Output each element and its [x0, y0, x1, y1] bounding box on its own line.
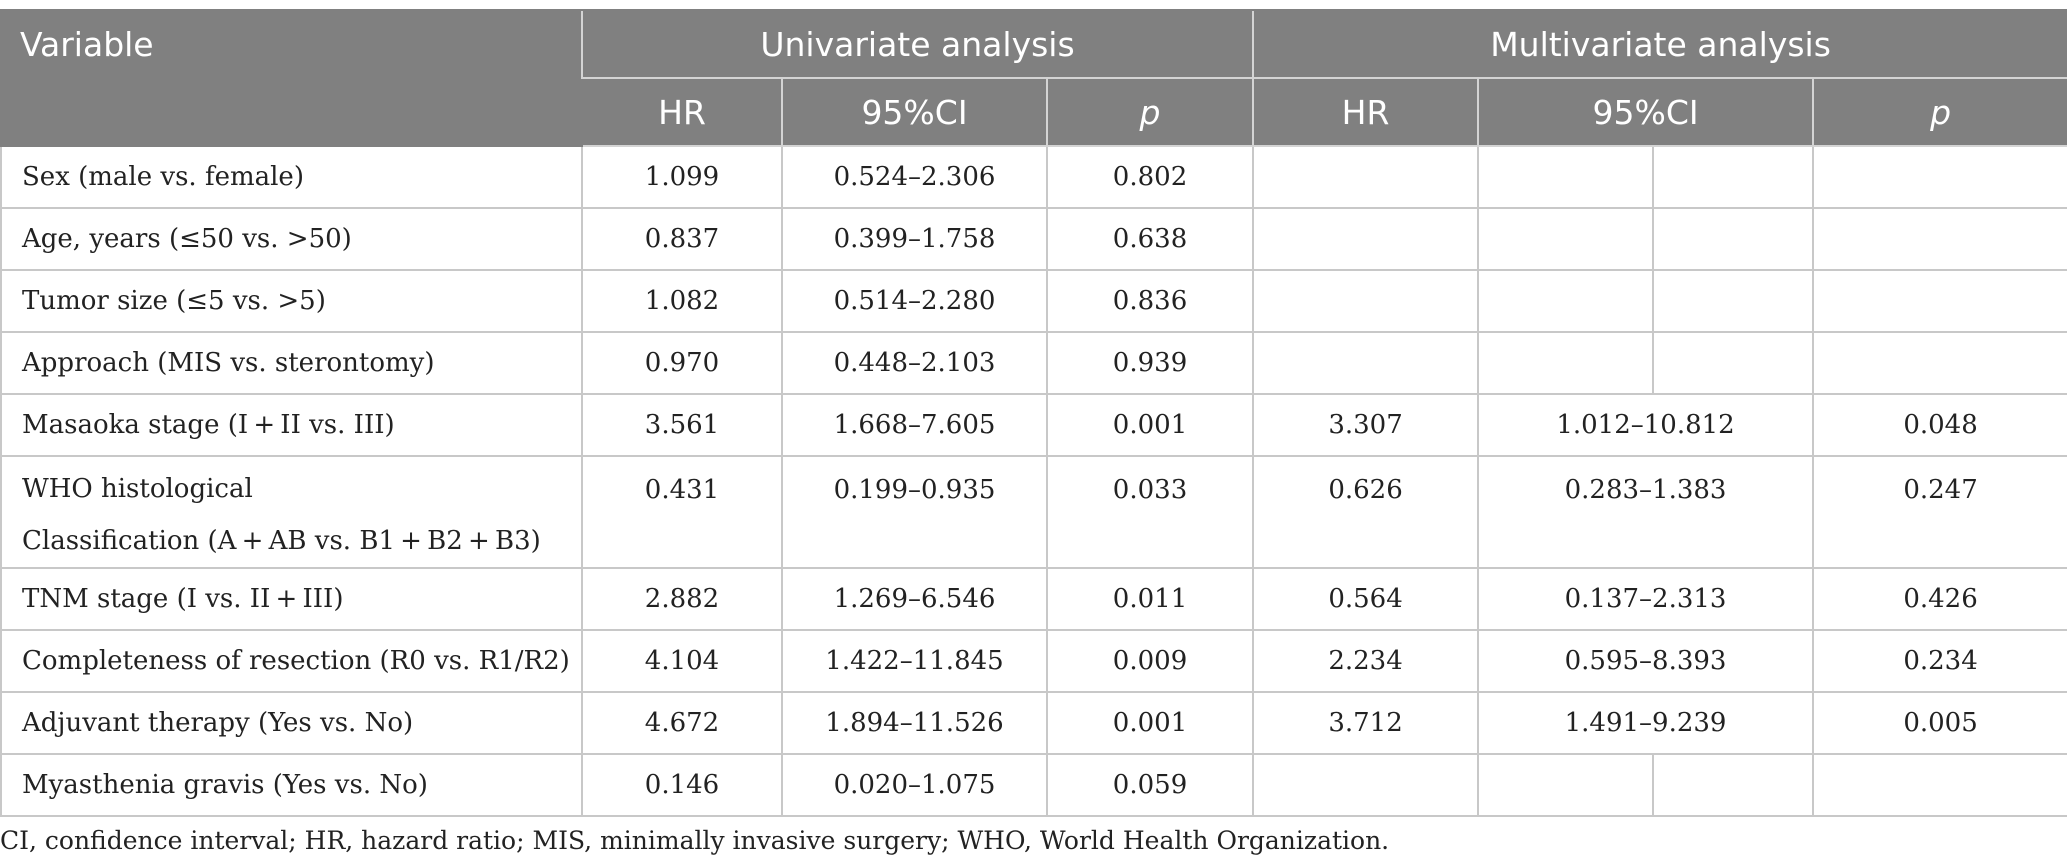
- table-row: [1, 332, 2067, 394]
- multi-hr-cell: 3.712: [1253, 692, 1478, 754]
- variable-cell: [1, 456, 582, 568]
- table-row: [1, 146, 2067, 208]
- variable-cell: Age, years (≤50 vs. >50): [1, 208, 582, 270]
- uni-p-cell: 0.001: [1047, 692, 1253, 754]
- empty-cell: [1653, 754, 1813, 816]
- uni-ci-cell: 1.894–11.526: [782, 692, 1047, 754]
- multi-p-cell: 0.247: [1813, 456, 2067, 568]
- uni-ci-cell: 0.199–0.935: [782, 456, 1047, 568]
- multi-hr-cell: 0.626: [1253, 456, 1478, 568]
- empty-cell: [1653, 146, 1813, 208]
- cox-regression-table: [0, 9, 2067, 817]
- uni-hr-cell: 4.672: [582, 692, 782, 754]
- uni-ci-cell: 0.514–2.280: [782, 270, 1047, 332]
- uni-p-cell: 0.001: [1047, 394, 1253, 456]
- uni-hr-cell: 0.431: [582, 456, 782, 568]
- variable-line-1: WHO histological: [22, 474, 253, 504]
- table-body: [1, 146, 2067, 816]
- multi-hr-cell: [1253, 146, 1478, 208]
- uni-p-cell: 0.009: [1047, 630, 1253, 692]
- multi-ci-cell: [1478, 270, 1653, 332]
- variable-line-2: Classification (A + AB vs. B1 + B2 + B3): [22, 526, 541, 556]
- univariate-header: Univariate analysis: [582, 10, 1253, 78]
- table-row: [1, 394, 2067, 456]
- multi-hr-cell: [1253, 208, 1478, 270]
- multi-hr-cell: [1253, 754, 1478, 816]
- multi-p-header: p: [1813, 78, 2067, 146]
- uni-ci-cell: 1.269–6.546: [782, 568, 1047, 630]
- multi-ci-cell: 0.283–1.383: [1478, 456, 1813, 568]
- multi-p-cell: [1813, 332, 2067, 394]
- multi-hr-cell: [1253, 270, 1478, 332]
- uni-hr-cell: 1.099: [582, 146, 782, 208]
- uni-hr-cell: 1.082: [582, 270, 782, 332]
- uni-hr-cell: 0.837: [582, 208, 782, 270]
- multi-p-cell: [1813, 208, 2067, 270]
- uni-hr-cell: 4.104: [582, 630, 782, 692]
- uni-ci-cell: 0.524–2.306: [782, 146, 1047, 208]
- multi-ci-cell: 1.012–10.812: [1478, 394, 1813, 456]
- variable-cell: Sex (male vs. female): [1, 146, 582, 208]
- uni-ci-cell: 1.668–7.605: [782, 394, 1047, 456]
- variable-header: Variable: [1, 10, 582, 146]
- multivariate-header: Multivariate analysis: [1253, 10, 2067, 78]
- multi-hr-cell: 2.234: [1253, 630, 1478, 692]
- uni-ci-header: 95%CI: [782, 78, 1047, 146]
- multi-ci-cell: 1.491–9.239: [1478, 692, 1813, 754]
- table-row: [1, 692, 2067, 754]
- multi-ci-cell: 0.137–2.313: [1478, 568, 1813, 630]
- variable-cell: Tumor size (≤5 vs. >5): [1, 270, 582, 332]
- uni-hr-cell: 2.882: [582, 568, 782, 630]
- multi-ci-cell: [1478, 146, 1653, 208]
- multi-ci-cell: [1478, 332, 1653, 394]
- multi-p-cell: [1813, 754, 2067, 816]
- table-row: [1, 456, 2067, 568]
- table-row: [1, 630, 2067, 692]
- variable-cell: Masaoka stage (I + II vs. III): [1, 394, 582, 456]
- multi-ci-header: 95%CI: [1478, 78, 1813, 146]
- table-row: [1, 270, 2067, 332]
- variable-cell: Adjuvant therapy (Yes vs. No): [1, 692, 582, 754]
- uni-ci-cell: 0.448–2.103: [782, 332, 1047, 394]
- uni-hr-cell: 3.561: [582, 394, 782, 456]
- multi-p-cell: [1813, 146, 2067, 208]
- table-footnote: CI, confidence interval; HR, hazard ratio; MIS, minimally invasive surgery; WHO, World Health Organization.: [0, 826, 1390, 855]
- empty-cell: [1653, 332, 1813, 394]
- variable-cell: Approach (MIS vs. sterontomy): [1, 332, 582, 394]
- multi-p-cell: 0.426: [1813, 568, 2067, 630]
- uni-p-cell: 0.802: [1047, 146, 1253, 208]
- multi-ci-cell: 0.595–8.393: [1478, 630, 1813, 692]
- uni-hr-header: HR: [582, 78, 782, 146]
- uni-p-cell: 0.836: [1047, 270, 1253, 332]
- uni-p-cell: 0.939: [1047, 332, 1253, 394]
- empty-cell: [1653, 208, 1813, 270]
- uni-p-cell: 0.638: [1047, 208, 1253, 270]
- empty-cell: [1653, 270, 1813, 332]
- multi-ci-cell: [1478, 208, 1653, 270]
- uni-ci-cell: 1.422–11.845: [782, 630, 1047, 692]
- multi-hr-header: HR: [1253, 78, 1478, 146]
- variable-cell: TNM stage (I vs. II + III): [1, 568, 582, 630]
- uni-p-header: p: [1047, 78, 1253, 146]
- table-row: [1, 568, 2067, 630]
- multi-hr-cell: 0.564: [1253, 568, 1478, 630]
- multi-ci-cell: [1478, 754, 1653, 816]
- uni-p-cell: 0.033: [1047, 456, 1253, 568]
- uni-hr-cell: 0.146: [582, 754, 782, 816]
- uni-p-cell: 0.011: [1047, 568, 1253, 630]
- variable-cell: Myasthenia gravis (Yes vs. No): [1, 754, 582, 816]
- uni-ci-cell: 0.399–1.758: [782, 208, 1047, 270]
- uni-p-cell: 0.059: [1047, 754, 1253, 816]
- multi-p-cell: 0.048: [1813, 394, 2067, 456]
- table-row: [1, 754, 2067, 816]
- table-header: [1, 10, 2067, 146]
- uni-hr-cell: 0.970: [582, 332, 782, 394]
- multi-hr-cell: 3.307: [1253, 394, 1478, 456]
- multi-p-cell: 0.234: [1813, 630, 2067, 692]
- uni-ci-cell: 0.020–1.075: [782, 754, 1047, 816]
- table-row: [1, 208, 2067, 270]
- multi-p-cell: [1813, 270, 2067, 332]
- multi-hr-cell: [1253, 332, 1478, 394]
- multi-p-cell: 0.005: [1813, 692, 2067, 754]
- variable-cell: Completeness of resection (R0 vs. R1/R2): [1, 630, 582, 692]
